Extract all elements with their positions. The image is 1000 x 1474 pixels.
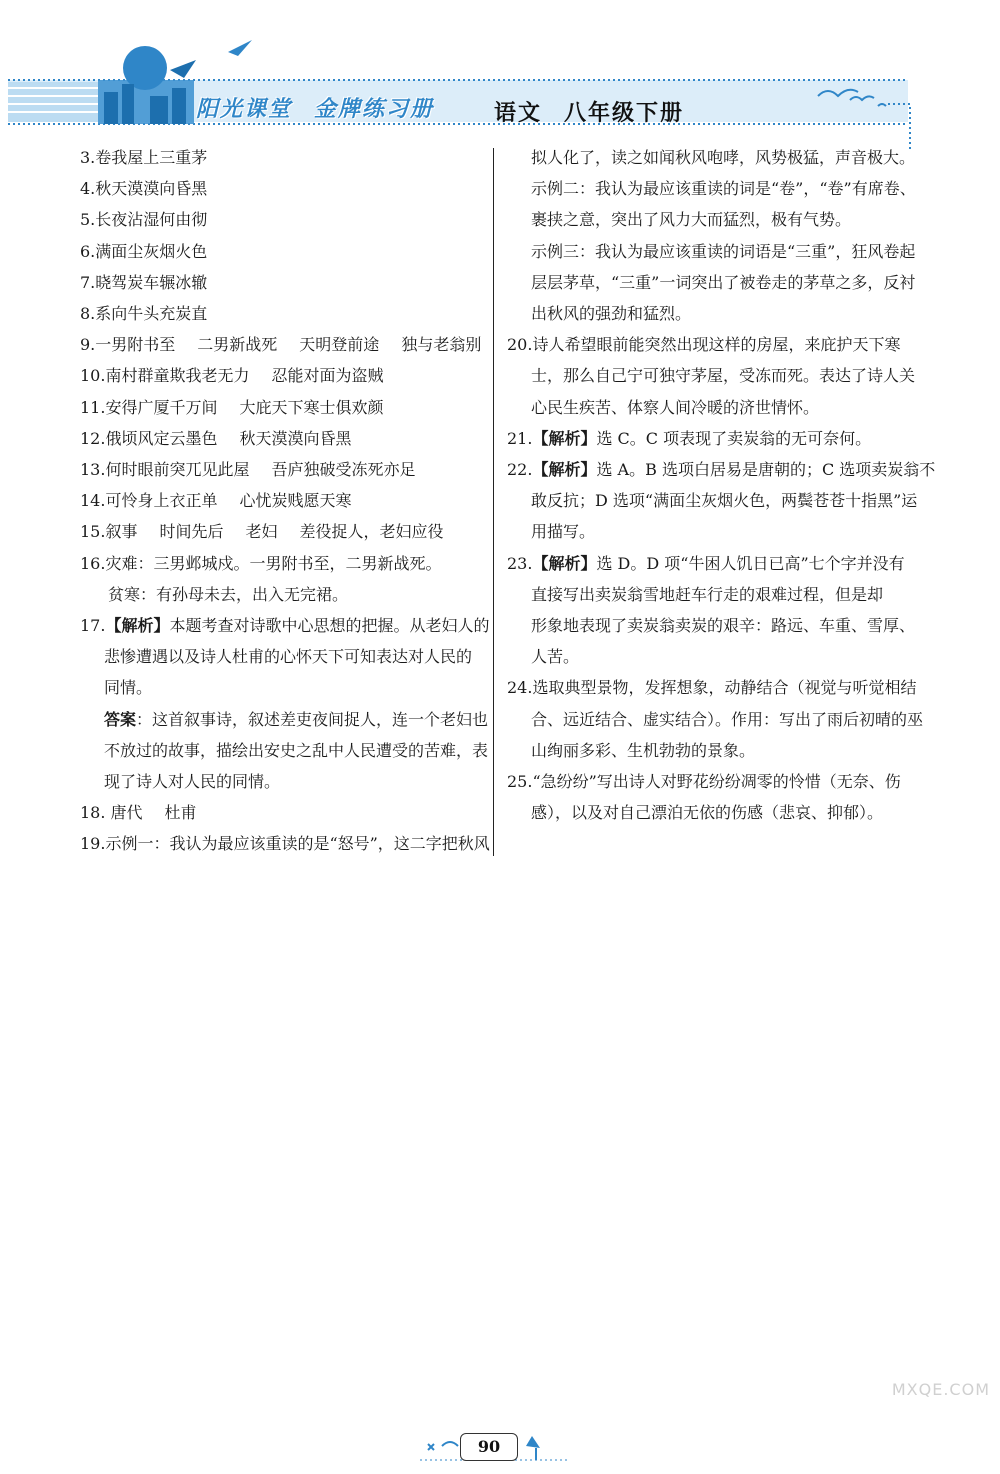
brand-name-part1: 阳光课堂: [196, 97, 293, 122]
q19-line2: 拟人化了，读之如闻秋风咆哮，风势极猛，声音极大。: [531, 148, 916, 167]
q15-part4: 差役捉人，老妇应役: [299, 522, 444, 542]
watermark: MXQE.COM: [891, 1380, 990, 1399]
q19-line4: 裹挟之意，突出了风力大而猛烈，极有气势。: [531, 210, 852, 230]
subject-label: [494, 96, 706, 127]
brand-title: [196, 92, 456, 123]
bird-icon: [442, 1442, 458, 1446]
page-footer: [420, 1424, 580, 1464]
answer-item-18: [80, 797, 484, 828]
q15-part1: 15.叙事: [80, 522, 138, 542]
q12-part1: 12.俄顷风定云墨色: [80, 428, 218, 448]
left-column: [80, 142, 490, 860]
answer-item-12: [80, 423, 484, 454]
answer-item-25: [507, 766, 919, 828]
q16-line1: 16.灾难：三男邺城戍。一男附书至，二男新战死。: [80, 553, 442, 573]
answer-item-9: [80, 329, 484, 360]
answer-item-19-cont: [507, 142, 919, 329]
answer-item-15: [80, 516, 484, 547]
answer-item-6: 6.满面尘灰烟火色: [80, 241, 208, 261]
answer-item-20: [507, 329, 919, 423]
q17-answer-line1: ：这首叙事诗，叙述差吏夜间捉人，连一个老妇也: [136, 709, 489, 729]
q15-part2: 时间先后: [159, 522, 224, 542]
answer-item-7: 7.晓驾炭车辗冰辙: [80, 272, 208, 292]
q18-part1: 18. 唐代: [80, 803, 143, 823]
q17-number: 17.: [80, 616, 106, 636]
q15-part3: 老妇: [245, 522, 278, 542]
answer-item-22: [507, 454, 936, 548]
q19-line5: 示例三：我认为最应该重读的词语是“三重”，狂风卷起: [531, 241, 916, 261]
answer-item-23: [507, 548, 919, 673]
answer-item-11: [80, 392, 484, 423]
q22-line1: 选 A。B 选项白居易是唐朝的；C 选项卖炭翁不: [596, 460, 936, 480]
q19-line7: 出秋风的强劲和猛烈。: [531, 304, 692, 324]
q21-text: 选 C。C 项表现了卖炭翁的无可奈何。: [596, 428, 872, 448]
answer-item-16: [80, 548, 484, 610]
q10-part1: 10.南村群童欺我老无力: [80, 366, 250, 386]
q9-part2: 二男新战死: [197, 335, 278, 355]
q17-line2: 悲惨遭遇以及诗人杜甫的心怀天下可知表达对人民的: [104, 647, 473, 667]
q23-line2: 直接写出卖炭翁雪地赶车行走的艰难过程，但是却: [531, 584, 884, 604]
q21-number: 21.: [507, 428, 533, 448]
q20-line3: 心民生疾苦、体察人间冷暖的济世情怀。: [531, 397, 820, 417]
answer-item-17: [80, 610, 490, 797]
pinwheel-icon: [526, 1436, 540, 1448]
answer-item-10: [80, 360, 484, 391]
q25-line2: 感），以及对自己漂泊无依的伤感（悲哀、抑郁）。: [531, 803, 884, 823]
q19-line3: 示例二：我认为最应该重读的词是“卷”，“卷”有席卷、: [531, 179, 916, 199]
q20-line2: 士，那么自己宁可独守茅屋，受冻而死。表达了诗人关: [531, 366, 916, 386]
answer-item-5: 5.长夜沾湿何由彻: [80, 210, 208, 230]
q22-analysis-tag: 【解析】: [532, 460, 597, 480]
q23-line1: 选 D。D 项“牛困人饥日已高”七个字并没有: [596, 553, 905, 573]
q9-part1: 9.一男附书至: [80, 335, 176, 355]
answer-item-19-start: 19.示例一：我认为最应该重读的是“怒号”，这二字把秋风: [80, 834, 490, 854]
q23-line4: 人苦。: [531, 647, 580, 667]
q13-part1: 13.何时眼前突兀见此屋: [80, 460, 250, 480]
q22-line3: 用描写。: [531, 522, 596, 542]
q24-line3: 山绚丽多彩、生机勃勃的景象。: [531, 740, 756, 760]
star-icon: [428, 1444, 434, 1450]
q10-part2: 忍能对面为盗贼: [271, 366, 384, 386]
q23-analysis-tag: 【解析】: [532, 553, 597, 573]
q13-part2: 吾庐独破受冻死亦足: [271, 460, 416, 480]
q24-line1: 24.选取典型景物，发挥想象，动静结合（视觉与听觉相结: [507, 678, 917, 698]
q9-part4: 独与老翁别: [401, 335, 482, 355]
q22-number: 22.: [507, 460, 533, 480]
q17-line1: 本题考查对诗歌中心思想的把握。从老妇人的: [169, 616, 490, 636]
q20-line1: 20.诗人希望眼前能突然出现这样的房屋，来庇护天下寒: [507, 335, 901, 355]
q9-part3: 天明登前途: [299, 335, 380, 355]
q17-answer-line2: 不放过的故事，描绘出安史之乱中人民遭受的苦难，表: [104, 740, 489, 760]
q11-part2: 大庇天下寒士俱欢颜: [239, 397, 384, 417]
answer-item-24: [507, 672, 924, 766]
q25-line1: 25.“急纷纷”写出诗人对野花纷纷凋零的怜惜（无奈、伤: [507, 772, 901, 792]
answer-item-14: [80, 485, 484, 516]
paper-plane-icon: [228, 40, 252, 56]
answer-item-13: [80, 454, 484, 485]
q16-line2: 贫寒：有孙母未去，出入无完裙。: [108, 584, 349, 604]
q18-part2: 杜甫: [164, 803, 197, 823]
brand-name-part2: 金牌练习册: [314, 97, 435, 122]
header-decoration: [0, 0, 1000, 160]
q23-line3: 形象地表现了卖炭翁卖炭的艰辛：路远、车重、雪厚、: [531, 616, 916, 636]
page-number: 90: [460, 1433, 518, 1461]
header-stripes: [8, 82, 98, 122]
q12-part2: 秋天漠漠向昏黑: [239, 428, 352, 448]
subject-name: 语文: [494, 101, 543, 126]
q14-part2: 心忧炭贱愿天寒: [239, 491, 352, 511]
q21-analysis-tag: 【解析】: [532, 428, 597, 448]
right-column: [507, 142, 936, 828]
answer-item-4: 4.秋天漠漠向昏黑: [80, 179, 208, 199]
q24-line2: 合、远近结合、虚实结合）。作用：写出了雨后初晴的巫: [531, 709, 924, 729]
header-illustration: [98, 46, 196, 124]
q19-line6: 层层茅草，“三重”一词突出了被卷走的茅草之多，反衬: [531, 272, 916, 292]
q17-analysis-tag: 【解析】: [105, 616, 170, 636]
q17-answer-tag: 答案: [104, 709, 137, 729]
page-header: [0, 0, 1000, 160]
q14-part1: 14.可怜身上衣正单: [80, 491, 218, 511]
column-divider: [493, 148, 494, 856]
q17-line3: 同情。: [104, 678, 153, 698]
q11-part1: 11.安得广厦千万间: [80, 397, 218, 417]
grade-name: 八年级下册: [564, 101, 685, 126]
q23-number: 23.: [507, 553, 533, 573]
answer-item-21: [507, 423, 919, 454]
q22-line2: 敢反抗；D 选项“满面尘灰烟火色，两鬓苍苍十指黑”运: [531, 491, 918, 511]
answer-item-8: 8.系向牛头充炭直: [80, 304, 208, 324]
q17-answer-line3: 现了诗人对人民的同情。: [104, 772, 281, 792]
answer-item-3: 3.卷我屋上三重茅: [80, 148, 208, 167]
